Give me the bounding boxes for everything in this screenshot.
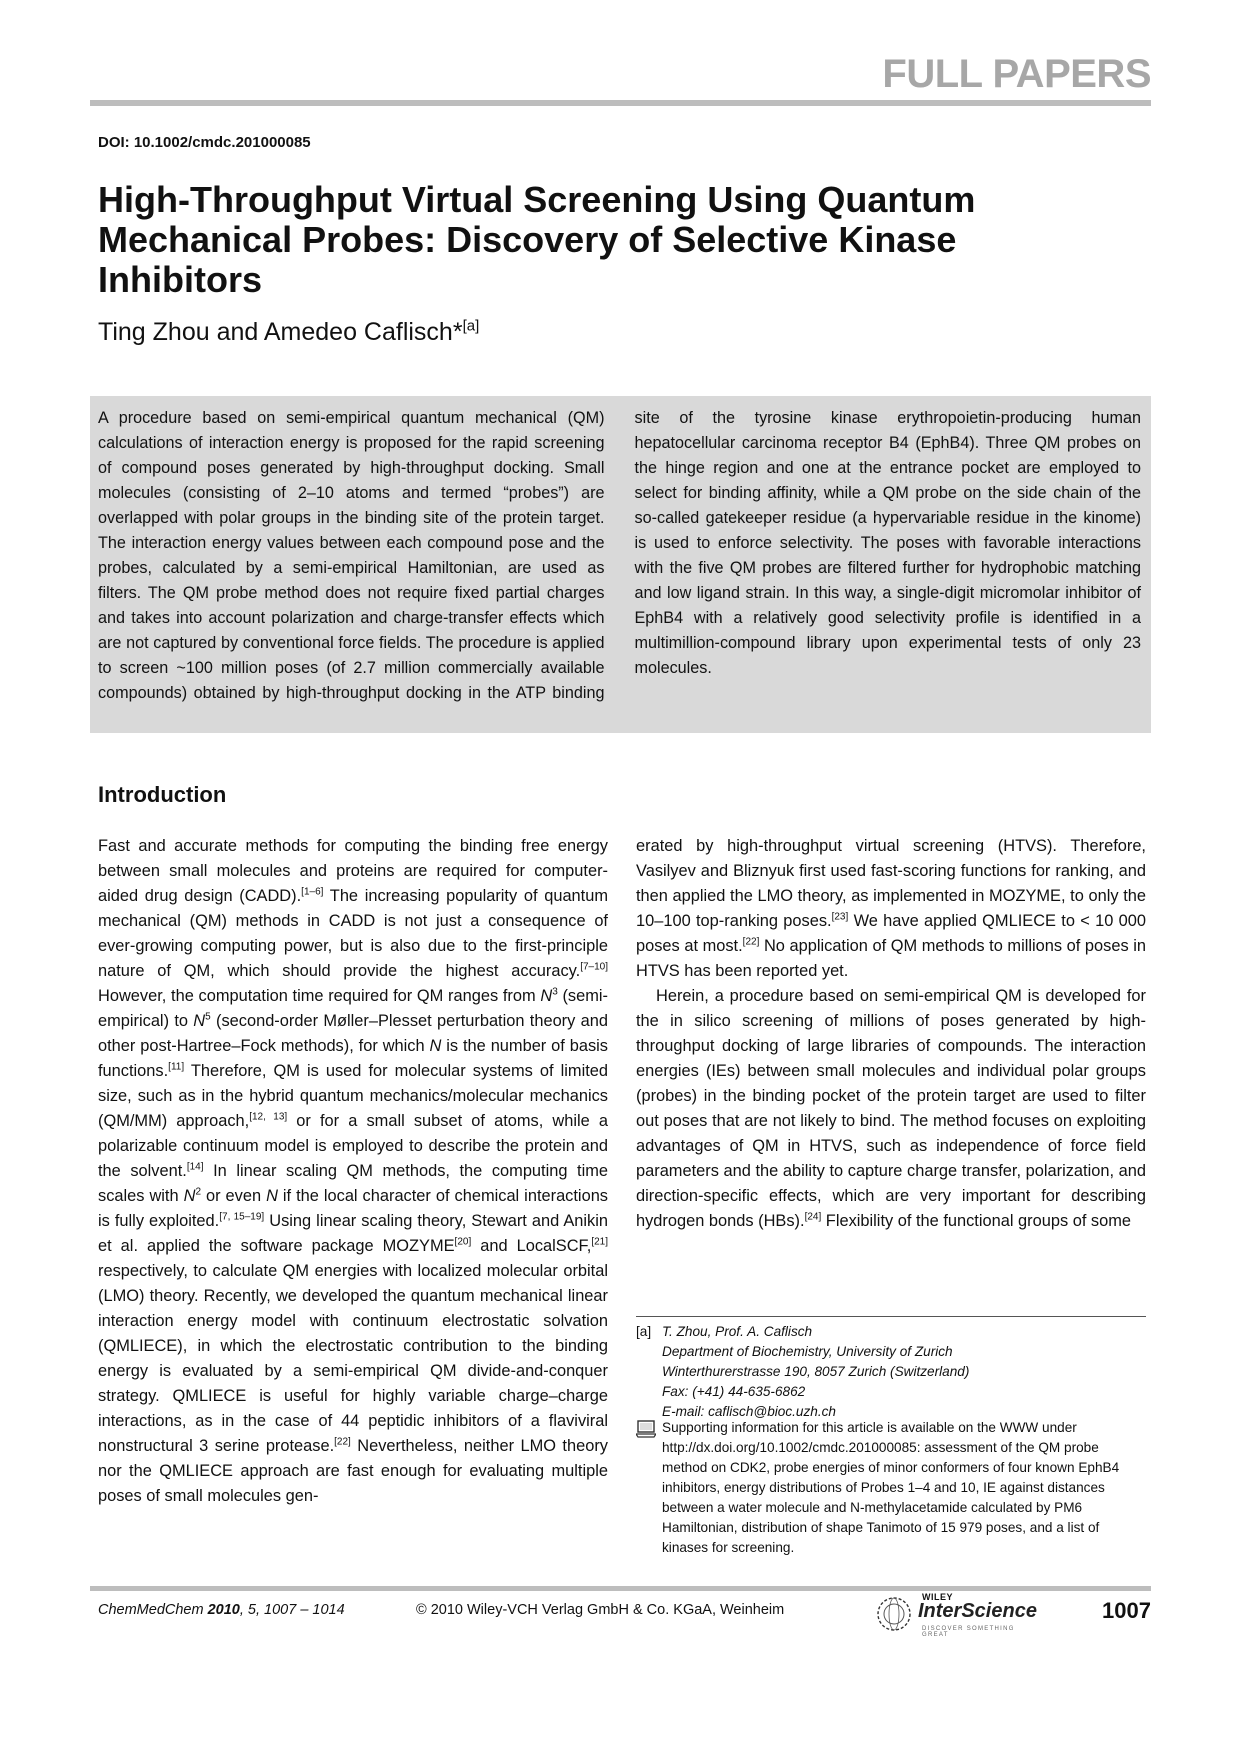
logo-name: InterScience [918,1600,1037,1622]
citation: [21] [591,1236,608,1248]
citation: [24] [804,1211,822,1223]
abstract-box [90,396,1151,733]
citation: [12, 13] [249,1111,288,1123]
article-title [98,180,1098,300]
paragraph: Fast and accurate methods for computing the binding free energy between small molecules and proteins are required for computer-aided drug design (CADD).[1–6] The increasing popularity of quantum mechanical (QM) methods in CADD is not just a consequence of ever-growing computing power, but is also due to the first-principle nature of QM, which should provide the highest accuracy.[7–10] However, the computation time required for QM ranges from $N^3$ (semi-empirical) to $N^5$ (second-order Møller–Plesset perturbation theory and other post-Hartree–Fock methods), for which N is the number of basis functions.[11] Therefore, QM is used for molecular systems of limited size, such as in the hybrid quantum mechanics/molecular mechanics (QM/MM) approach,[12, 13] or for a small subset of atoms, while a polarizable continuum model is employed to describe the protein and the solvent.[14] In linear scaling QM methods, the computing time scales with $N^2$ or even N if the local character of chemical interactions is fully exploited.[7, 15–19] Using linear scaling theory, Stewart and Anikin et al. applied the software package MOZYME[20] and LocalSCF,[21] respectively, to calculate QM energies with localized molecular orbital (LMO) theory. Recently, we developed the quantum mechanical linear interaction energy model with continuum electrostatic solvation (QMLIECE), in which the electrostatic contribution to the binding energy is evaluated by a semi-empirical QM divide-and-conquer strategy. QMLIECE is useful for highly variable charge–charge interactions, as in the case of 44 peptidic inhibitors of a flaviviral nonstructural 3 serine protease.[22] Nevertheless, neither LMO theory nor the QMLIECE approach are fast enough for evaluating multiple poses of small molecules gen- [98,837,609,1505]
citation: [7–10] [580,961,608,973]
body-column-left [98,834,608,1509]
doi: DOI: 10.1002/cmdc.201000085 [98,134,311,151]
supporting-info-text: Supporting information for this article is available on the WWW under http://dx.doi.org/10.1002/cmdc.201000085: assessment of the QM probe method on CDK2, probe energies of minor conformers of four known EphB4 inhibitors, energy distributions of Probes 1–4 and 10, IE against distances between a water molecule and N-methylacetamide calculated by PM6 Hamiltonian, distribution of shape Tanimoto of 15 979 poses, and a list of kinases for screening. [662,1420,1120,1555]
copyright: © 2010 Wiley-VCH Verlag GmbH & Co. KGaA, Weinheim [416,1602,785,1618]
affiliation-footnote [636,1322,1146,1422]
citation: [7, 15–19] [219,1211,265,1223]
bottom-rule [90,1586,1151,1591]
affiliation-line: Department of Biochemistry, University of Zurich [662,1344,953,1359]
citation: [20] [454,1236,472,1248]
affiliation-line: Winterthurerstrasse 190, 8057 Zurich (Switzerland) [662,1364,970,1379]
logo-tagline: DISCOVER SOMETHING GREAT [922,1626,1015,1638]
citation: [1–6] [301,886,324,898]
computer-icon [636,1420,656,1438]
title-line: Mechanical Probes: Discovery of Selective Kinase [98,219,957,260]
title-line: High-Throughput Virtual Screening Using Quantum [98,179,976,220]
citation: [11] [168,1061,185,1073]
affiliation-rule [636,1316,1146,1317]
citation: [14] [186,1161,204,1173]
affiliation-tag: [a] [636,1324,652,1339]
interscience-logo [872,1592,1042,1636]
title-line: Inhibitors [98,259,262,300]
author-names: Ting Zhou and Amedeo Caflisch* [98,318,463,346]
paragraph: erated by high-throughput virtual screening (HTVS). Therefore, Vasilyev and Bliznyuk first used fast-scoring functions for ranking, and then applied the LMO theory, as implemented in MOZYME, to only the 10–100 top-ranking poses.[23] We have applied QMLIECE to < 10 000 poses at most.[22] No application of QM methods to millions of poses in HTVS has been reported yet. [636,837,1147,980]
citation: [23] [831,911,849,923]
body-column-right [636,834,1146,1234]
section-heading-introduction: Introduction [98,782,227,807]
affiliation-mark: [a] [462,317,480,335]
paragraph: Herein, a procedure based on semi-empirical QM is developed for the in silico screening of millions of poses generated by high-throughput docking of large libraries of compounds. The interaction energies (IEs) between small molecules and individual polar groups (probes) in the binding pocket of the protein target are used to filter out poses that are not likely to bind. The method focuses on exploiting advantages of QM in HTVS, such as independence of force field parameters and the ability to capture charge transfer, polarization, and direction-specific effects, which are very important for describing hydrogen bonds (HBs).[24] Flexibility of the functional groups of some [636,987,1146,1230]
affiliation-line: E-mail: caflisch@bioc.uzh.ch [662,1404,836,1419]
citation: [22] [334,1436,351,1448]
journal-citation: ChemMedChem 2010, 5, 1007 – 1014 [98,1602,345,1618]
top-rule [90,100,1151,106]
authors [98,318,479,347]
affiliation-line: T. Zhou, Prof. A. Caflisch [662,1324,813,1339]
citation: [22] [742,936,760,948]
section-label: FULL PAPERS [882,52,1151,96]
supporting-info-note [636,1418,1146,1558]
abstract-text: A procedure based on semi-empirical quantum mechanical (QM) calculations of interaction energy is proposed for the rapid screening of compound poses generated by high-throughput docking. Small molecules (consisting of 2–10 atoms and termed “probes”) are overlapped with polar groups in the binding site of the protein target. The interaction energy values between each compound pose and the probes, calculated by a semi-empirical Hamiltonian, are used as filters. The QM probe method does not require fixed partial charges and takes into account polarization and charge-transfer effects which are not captured by conventional force fields. The procedure is applied to screen ~100 million poses (of 2.7 million commercially available compounds) obtained by high-throughput docking in the ATP binding site of the tyrosine kinase erythropoietin-producing human hepatocellular carcinoma receptor B4 (EphB4). Three QM probes on the hinge region and one at the entrance pocket are employed to select for binding affinity, while a QM probe on the side chain of the so-called gatekeeper residue (a hypervariable residue in the kinome) is used to enforce selectivity. The poses with favorable interactions with the five QM probes are filtered further for hydrophobic matching and low ligand strain. In this way, a single-digit micromolar inhibitor of EphB4 with a relatively good selectivity profile is identified in a multimillion-compound library upon experimental tests of only 23 molecules. [98,409,1141,702]
affiliation-line: Fax: (+41) 44-635-6862 [662,1384,806,1399]
globe-icon [872,1594,916,1634]
logo-wiley-text: WILEY [922,1592,953,1602]
page-number: 1007 [1102,1598,1151,1623]
